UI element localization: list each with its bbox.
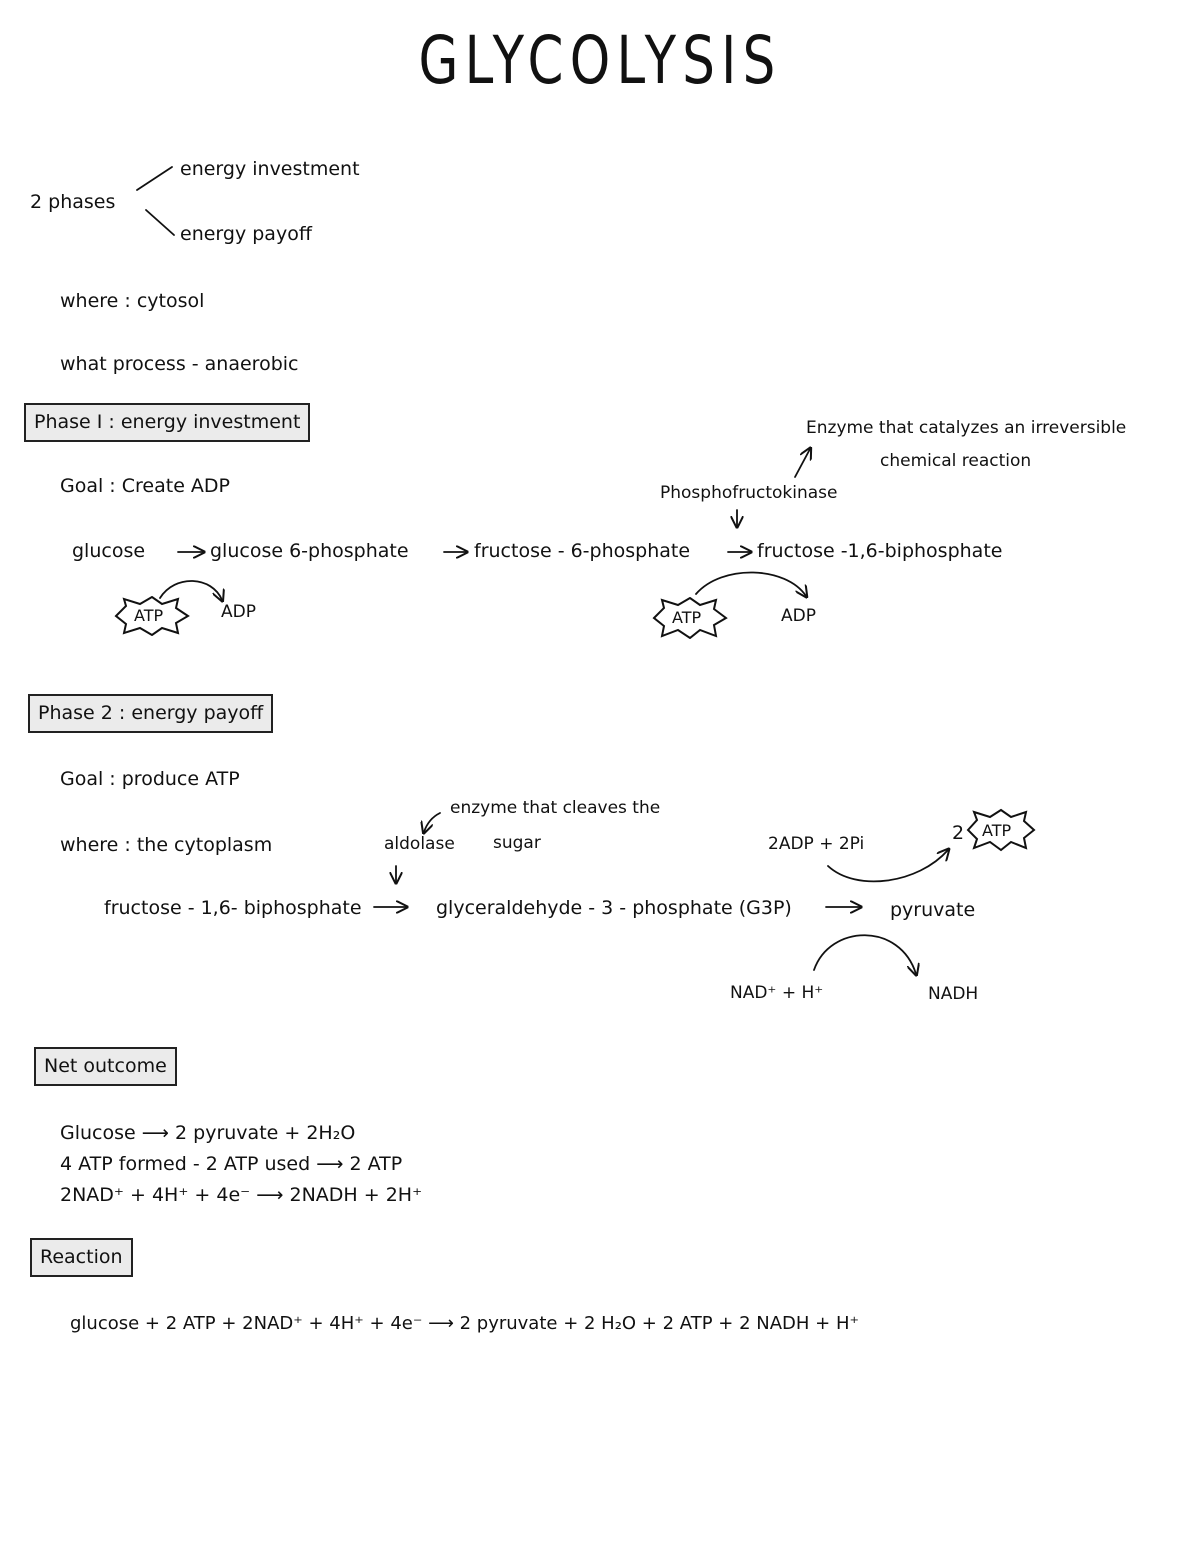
net-heading: Net outcome — [34, 1047, 177, 1086]
net-line-1: Glucose ⟶ 2 pyruvate + 2H₂O — [60, 1122, 356, 1144]
branch-line-down — [146, 210, 174, 235]
phase1-enzyme-note-2: chemical reaction — [880, 451, 1032, 471]
phase1-step-4: fructose -1,6-biphosphate — [757, 540, 1003, 562]
phase2-enzyme-note-1: enzyme that cleaves the — [450, 798, 661, 818]
phase2-enzyme-note-2: sugar — [493, 833, 541, 853]
page-title: GLYCOLYSIS — [418, 22, 782, 99]
branch-line-up — [137, 167, 172, 190]
net-line-2: 4 ATP formed - 2 ATP used ⟶ 2 ATP — [60, 1153, 403, 1175]
phase1-heading: Phase I : energy investment — [24, 403, 310, 442]
phase1-atp-1: ATP — [134, 606, 164, 625]
reaction-heading: Reaction — [30, 1238, 133, 1277]
phase2-goal: Goal : produce ATP — [60, 768, 240, 790]
phase2-nad-in: NAD⁺ + H⁺ — [730, 983, 824, 1003]
p2-atp-curve — [828, 850, 948, 881]
intro-where: where : cytosol — [60, 290, 205, 312]
phase2-enzyme: aldolase — [384, 834, 455, 854]
phases-label: 2 phases — [30, 191, 116, 213]
phase1-step-2: glucose 6-phosphate — [210, 540, 409, 562]
phase1-enzyme: Phosphofructokinase — [660, 483, 838, 503]
phase2-step-1: fructose - 1,6- biphosphate — [104, 897, 362, 919]
phase2-heading: Phase 2 : energy payoff — [28, 694, 273, 733]
phase1-adp-2: ADP — [781, 606, 816, 626]
p1-enzyme-note-arrow — [795, 449, 810, 477]
net-line-3: 2NAD⁺ + 4H⁺ + 4e⁻ ⟶ 2NADH + 2H⁺ — [60, 1184, 423, 1206]
reaction-equation: glucose + 2 ATP + 2NAD⁺ + 4H⁺ + 4e⁻ ⟶ 2 pyruvate + 2 H₂O + 2 ATP + 2 NADH + H⁺ — [70, 1313, 859, 1334]
phase2-atp: ATP — [982, 821, 1012, 840]
phase2-product-count: 2 — [952, 822, 965, 844]
intro-process: what process - anaerobic — [60, 353, 299, 375]
phase1-goal: Goal : Create ADP — [60, 475, 231, 497]
phase1-adp-1: ADP — [221, 602, 256, 622]
phase-a-label: energy investment — [180, 158, 360, 180]
phase-b-label: energy payoff — [180, 223, 312, 245]
phase1-enzyme-note-1: Enzyme that catalyzes an irreversible — [806, 418, 1127, 438]
phase2-step-2: glyceraldehyde - 3 - phosphate (G3P) — [436, 897, 792, 919]
p1-atp-curve-2 — [696, 572, 806, 596]
phase1-step-1: glucose — [72, 540, 146, 562]
phase2-inputs: 2ADP + 2Pi — [768, 834, 865, 854]
p2-nad-curve — [814, 935, 916, 974]
phase2-where: where : the cytoplasm — [60, 834, 273, 856]
phase1-step-3: fructose - 6-phosphate — [474, 540, 691, 562]
phase2-step-3: pyruvate — [890, 899, 976, 921]
phase2-nad-out: NADH — [928, 984, 979, 1004]
phase1-atp-2: ATP — [672, 608, 702, 627]
p2-enzyme-note-arrow — [424, 813, 440, 832]
